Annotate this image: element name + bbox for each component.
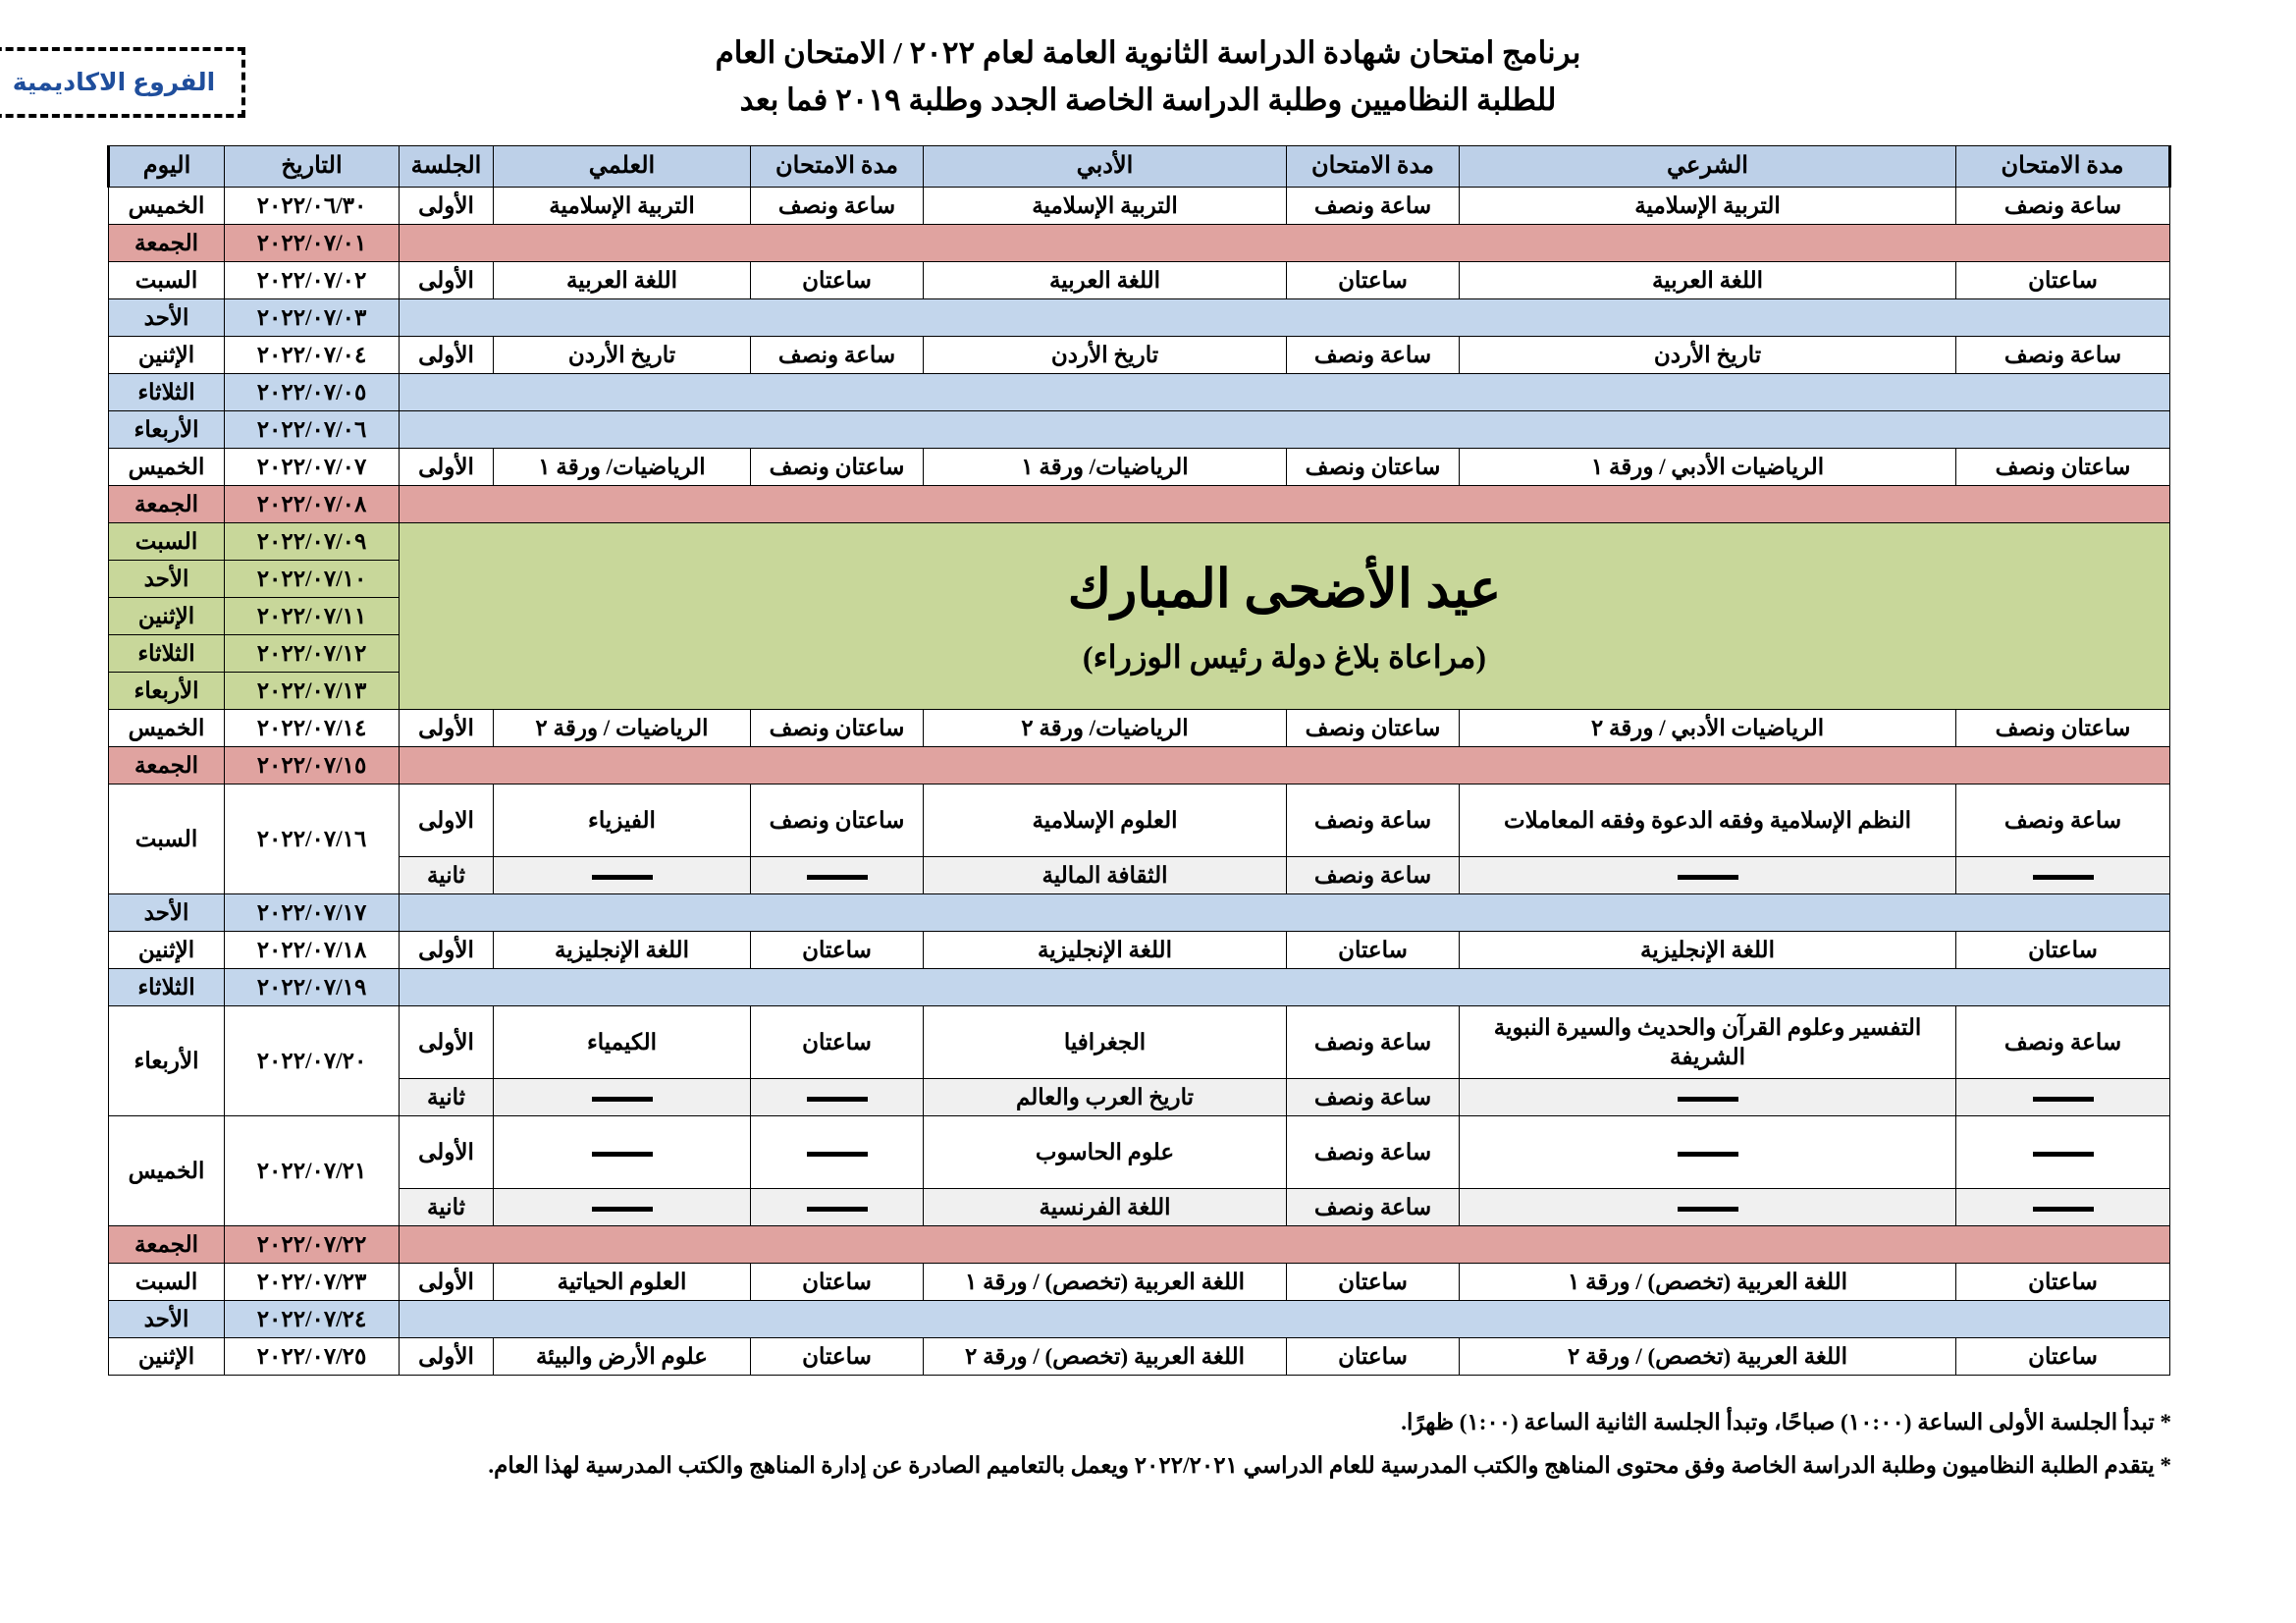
cell-duration-scientific: ساعة ونصف (751, 188, 924, 225)
cell-duration-sharia: ساعتان ونصف (1956, 449, 2170, 486)
cell-date: ٢٠٢٢/٠٧/٠٣ (225, 299, 400, 337)
cell-subject-literary: الرياضيات/ ورقة ١ (924, 449, 1287, 486)
no-exam-blank-cells (400, 894, 2170, 932)
empty-dash (1678, 1207, 1738, 1212)
cell-duration-scientific: ساعتان (751, 1264, 924, 1301)
empty-dash (592, 1152, 653, 1157)
cell-duration-sharia: ساعتان (1956, 262, 2170, 299)
cell-duration-scientific: ساعتان (751, 262, 924, 299)
cell-duration-literary: ساعتان (1287, 262, 1460, 299)
cell-day: الأربعاء (109, 1006, 225, 1116)
cell-subject-sharia: اللغة العربية (1460, 262, 1956, 299)
cell-session: الأولى (400, 449, 494, 486)
empty-dash (2033, 875, 2094, 880)
cell-subject-scientific: علوم الأرض والبيئة (494, 1338, 751, 1376)
cell-subject-literary: اللغة العربية (تخصص) / ورقة ١ (924, 1264, 1287, 1301)
cell-day: الثلاثاء (109, 374, 225, 411)
cell-duration-scientific: ساعتان ونصف (751, 710, 924, 747)
cell-session: الأولى (400, 262, 494, 299)
cell-duration-literary: ساعة ونصف (1287, 337, 1460, 374)
empty-dash (2033, 1152, 2094, 1157)
table-header-row (109, 146, 2170, 188)
table-row (109, 1116, 2170, 1189)
cell-day: الثلاثاء (109, 969, 225, 1006)
cell-date: ٢٠٢٢/٠٧/٢٢ (225, 1226, 400, 1264)
no-exam-blank-cells (400, 374, 2170, 411)
cell-duration-literary: ساعتان (1287, 1338, 1460, 1376)
cell-day: الأربعاء (109, 673, 225, 710)
table-row (109, 710, 2170, 747)
cell-subject-literary: التربية الإسلامية (924, 188, 1287, 225)
cell-session: الأولى (400, 932, 494, 969)
cell-subject-scientific (494, 857, 751, 894)
cell-date: ٢٠٢٢/٠٧/١٢ (225, 635, 400, 673)
no-exam-blank-cells (400, 411, 2170, 449)
cell-session: الأولى (400, 1116, 494, 1189)
table-row (109, 1226, 2170, 1264)
cell-subject-sharia: النظم الإسلامية وفقه الدعوة وفقه المعاملات (1460, 784, 1956, 857)
col-header-date: التاريخ (225, 146, 400, 188)
table-row (109, 784, 2170, 857)
cell-session: الأولى (400, 1264, 494, 1301)
cell-subject-scientific: اللغة الإنجليزية (494, 932, 751, 969)
col-header-duration-literary: مدة الامتحان (1287, 146, 1460, 188)
cell-day: الجمعة (109, 1226, 225, 1264)
cell-duration-sharia: ساعتان (1956, 1264, 2170, 1301)
cell-subject-sharia (1460, 857, 1956, 894)
cell-duration-scientific (751, 857, 924, 894)
empty-dash (592, 875, 653, 880)
cell-subject-literary: تاريخ العرب والعالم (924, 1079, 1287, 1116)
cell-day: الأحد (109, 561, 225, 598)
no-exam-blank-cells (400, 969, 2170, 1006)
academic-branches-badge-label: الفروع الاكاديمية (12, 69, 216, 96)
empty-dash (592, 1097, 653, 1102)
holiday-blank-cells (400, 486, 2170, 523)
cell-subject-scientific (494, 1116, 751, 1189)
cell-duration-sharia: ساعتان ونصف (1956, 710, 2170, 747)
cell-subject-literary: الجغرافيا (924, 1006, 1287, 1079)
cell-date: ٢٠٢٢/٠٧/٠٩ (225, 523, 400, 561)
holiday-blank-cells (400, 225, 2170, 262)
table-row (109, 969, 2170, 1006)
cell-duration-sharia: ساعة ونصف (1956, 337, 2170, 374)
cell-duration-literary: ساعة ونصف (1287, 1006, 1460, 1079)
table-row (109, 747, 2170, 784)
cell-day: الإثنين (109, 932, 225, 969)
cell-date: ٢٠٢٢/٠٧/٠٧ (225, 449, 400, 486)
cell-date: ٢٠٢٢/٠٧/٠٨ (225, 486, 400, 523)
footnote-curriculum: * يتقدم الطلبة النظاميون وطلبة الدراسة الخاصة وفق محتوى المناهج والكتب المدرسية للعام الدراسي ٢٠٢٢/٢٠٢١ ويعمل بالتعاميم الصادرة عن إدارة المناهج والكتب المدرسية لهذا العام. (488, 1452, 2171, 1478)
cell-duration-literary: ساعتان (1287, 1264, 1460, 1301)
col-header-day: اليوم (109, 146, 225, 188)
cell-date: ٢٠٢٢/٠٧/٢١ (225, 1116, 400, 1226)
cell-date: ٢٠٢٢/٠٧/١٤ (225, 710, 400, 747)
cell-subject-scientific: الرياضيات / ورقة ٢ (494, 710, 751, 747)
cell-date: ٢٠٢٢/٠٧/١٥ (225, 747, 400, 784)
cell-day: الجمعة (109, 486, 225, 523)
table-row (109, 1264, 2170, 1301)
footnotes (125, 1401, 2171, 1487)
table-row (109, 1079, 2170, 1116)
footnote-sessions-time: * تبدأ الجلسة الأولى الساعة (١٠:٠٠) صباحًا، وتبدأ الجلسة الثانية الساعة (١:٠٠) ظهرًا. (1401, 1410, 2171, 1434)
cell-day: الثلاثاء (109, 635, 225, 673)
cell-day: الأربعاء (109, 411, 225, 449)
table-row (109, 894, 2170, 932)
cell-subject-literary: اللغة الإنجليزية (924, 932, 1287, 969)
cell-day: الإثنين (109, 337, 225, 374)
table-body (109, 188, 2170, 1376)
cell-subject-scientific (494, 1079, 751, 1116)
cell-session: الأولى (400, 710, 494, 747)
cell-session: الأولى (400, 337, 494, 374)
cell-subject-literary: علوم الحاسوب (924, 1116, 1287, 1189)
holiday-blank-cells (400, 747, 2170, 784)
cell-day: الخميس (109, 1116, 225, 1226)
cell-day: الخميس (109, 449, 225, 486)
cell-subject-scientific: تاريخ الأردن (494, 337, 751, 374)
cell-subject-scientific: العلوم الحياتية (494, 1264, 751, 1301)
table-row (109, 523, 2170, 561)
cell-duration-sharia (1956, 857, 2170, 894)
cell-duration-scientific: ساعة ونصف (751, 337, 924, 374)
cell-duration-sharia (1956, 1079, 2170, 1116)
cell-date: ٢٠٢٢/٠٧/١٧ (225, 894, 400, 932)
cell-day: السبت (109, 262, 225, 299)
cell-date: ٢٠٢٢/٠٧/٠٤ (225, 337, 400, 374)
empty-dash (592, 1207, 653, 1212)
page-title-block (0, 33, 2296, 121)
table-row (109, 1301, 2170, 1338)
cell-day: الإثنين (109, 1338, 225, 1376)
col-header-literary: الأدبي (924, 146, 1287, 188)
cell-date: ٢٠٢٢/٠٧/١٩ (225, 969, 400, 1006)
cell-duration-literary: ساعة ونصف (1287, 1116, 1460, 1189)
table-row (109, 188, 2170, 225)
empty-dash (807, 1097, 868, 1102)
cell-day: السبت (109, 523, 225, 561)
cell-subject-literary: اللغة العربية (924, 262, 1287, 299)
cell-subject-scientific: اللغة العربية (494, 262, 751, 299)
no-exam-blank-cells (400, 1301, 2170, 1338)
col-header-duration-scientific: مدة الامتحان (751, 146, 924, 188)
table-row (109, 411, 2170, 449)
empty-dash (807, 1152, 868, 1157)
cell-day: الخميس (109, 710, 225, 747)
table-row (109, 225, 2170, 262)
cell-day: السبت (109, 784, 225, 894)
cell-duration-literary: ساعة ونصف (1287, 784, 1460, 857)
cell-duration-scientific: ساعتان (751, 932, 924, 969)
empty-dash (807, 875, 868, 880)
table-row (109, 299, 2170, 337)
cell-date: ٢٠٢٢/٠٧/١١ (225, 598, 400, 635)
table-row (109, 337, 2170, 374)
cell-session: ثانية (400, 1079, 494, 1116)
cell-day: الخميس (109, 188, 225, 225)
cell-subject-sharia: اللغة العربية (تخصص) / ورقة ٢ (1460, 1338, 1956, 1376)
cell-date: ٢٠٢٢/٠٧/١٦ (225, 784, 400, 894)
cell-duration-scientific: ساعتان (751, 1006, 924, 1079)
cell-date: ٢٠٢٢/٠٧/١٠ (225, 561, 400, 598)
exam-schedule-table (107, 145, 2171, 1376)
eid-title: عيد الأضحى المبارك (1067, 559, 1502, 619)
cell-session: الأولى (400, 1338, 494, 1376)
cell-session: ثانية (400, 1189, 494, 1226)
cell-duration-scientific (751, 1079, 924, 1116)
cell-subject-sharia (1460, 1116, 1956, 1189)
cell-duration-literary: ساعتان ونصف (1287, 449, 1460, 486)
cell-subject-literary: تاريخ الأردن (924, 337, 1287, 374)
empty-dash (1678, 1097, 1738, 1102)
cell-date: ٢٠٢٢/٠٧/٠٦ (225, 411, 400, 449)
cell-date: ٢٠٢٢/٠٧/٠٥ (225, 374, 400, 411)
cell-subject-scientific: الكيمياء (494, 1006, 751, 1079)
cell-duration-literary: ساعة ونصف (1287, 1189, 1460, 1226)
cell-day: الأحد (109, 1301, 225, 1338)
cell-duration-literary: ساعة ونصف (1287, 857, 1460, 894)
col-header-duration-sharia: مدة الامتحان (1956, 146, 2170, 188)
cell-duration-scientific: ساعتان ونصف (751, 449, 924, 486)
cell-subject-sharia: اللغة الإنجليزية (1460, 932, 1956, 969)
page-header (0, 0, 2296, 145)
holiday-blank-cells (400, 1226, 2170, 1264)
cell-subject-scientific: الرياضيات/ ورقة ١ (494, 449, 751, 486)
cell-date: ٢٠٢٢/٠٧/٠١ (225, 225, 400, 262)
cell-duration-literary: ساعتان ونصف (1287, 710, 1460, 747)
cell-session: الأولى (400, 188, 494, 225)
cell-subject-sharia (1460, 1079, 1956, 1116)
table-row (109, 857, 2170, 894)
page-title: برنامج امتحان شهادة الدراسة الثانوية العامة لعام ٢٠٢٢ / الامتحان العام (715, 35, 1581, 70)
empty-dash (2033, 1207, 2094, 1212)
table-row (109, 262, 2170, 299)
cell-day: الجمعة (109, 747, 225, 784)
cell-subject-sharia: الرياضيات الأدبي / ورقة ١ (1460, 449, 1956, 486)
table-row (109, 1006, 2170, 1079)
cell-subject-sharia: تاريخ الأردن (1460, 337, 1956, 374)
cell-date: ٢٠٢٢/٠٧/٠٢ (225, 262, 400, 299)
table-row (109, 1338, 2170, 1376)
cell-date: ٢٠٢٢/٠٧/٢٠ (225, 1006, 400, 1116)
cell-duration-scientific (751, 1116, 924, 1189)
cell-duration-scientific: ساعتان ونصف (751, 784, 924, 857)
cell-subject-scientific (494, 1189, 751, 1226)
empty-dash (807, 1207, 868, 1212)
empty-dash (1678, 1152, 1738, 1157)
cell-duration-sharia (1956, 1189, 2170, 1226)
cell-duration-sharia: ساعتان (1956, 1338, 2170, 1376)
page-subtitle: للطلبة النظاميين وطلبة الدراسة الخاصة الجدد وطلبة ٢٠١٩ فما بعد (739, 82, 1557, 118)
cell-duration-sharia: ساعتان (1956, 932, 2170, 969)
cell-subject-literary: اللغة الفرنسية (924, 1189, 1287, 1226)
cell-duration-sharia (1956, 1116, 2170, 1189)
col-header-session: الجلسة (400, 146, 494, 188)
eid-note: (مراعاة بلاغ دولة رئيس الوزراء) (1082, 638, 1487, 675)
cell-duration-scientific: ساعتان (751, 1338, 924, 1376)
cell-subject-sharia (1460, 1189, 1956, 1226)
table-row (109, 1189, 2170, 1226)
col-header-scientific: العلمي (494, 146, 751, 188)
cell-date: ٢٠٢٢/٠٧/١٣ (225, 673, 400, 710)
cell-day: السبت (109, 1264, 225, 1301)
col-header-sharia: الشرعي (1460, 146, 1956, 188)
cell-session: الاولى (400, 784, 494, 857)
table-row (109, 374, 2170, 411)
cell-duration-scientific (751, 1189, 924, 1226)
cell-subject-sharia: التفسير وعلوم القرآن والحديث والسيرة النبوية الشريفة (1460, 1006, 1956, 1079)
table-row (109, 449, 2170, 486)
cell-date: ٢٠٢٢/٠٦/٣٠ (225, 188, 400, 225)
cell-day: الأحد (109, 299, 225, 337)
cell-date: ٢٠٢٢/٠٧/٢٤ (225, 1301, 400, 1338)
table-row (109, 486, 2170, 523)
cell-subject-sharia: التربية الإسلامية (1460, 188, 1956, 225)
cell-duration-sharia: ساعة ونصف (1956, 784, 2170, 857)
cell-subject-scientific: الفيزياء (494, 784, 751, 857)
cell-duration-literary: ساعتان (1287, 932, 1460, 969)
cell-subject-literary: الرياضيات/ ورقة ٢ (924, 710, 1287, 747)
cell-day: الإثنين (109, 598, 225, 635)
cell-date: ٢٠٢٢/٠٧/٢٥ (225, 1338, 400, 1376)
eid-holiday-block (400, 523, 2170, 710)
cell-duration-literary: ساعة ونصف (1287, 188, 1460, 225)
cell-subject-literary: اللغة العربية (تخصص) / ورقة ٢ (924, 1338, 1287, 1376)
cell-session: ثانية (400, 857, 494, 894)
cell-duration-sharia: ساعة ونصف (1956, 188, 2170, 225)
table-row (109, 932, 2170, 969)
cell-subject-sharia: اللغة العربية (تخصص) / ورقة ١ (1460, 1264, 1956, 1301)
cell-day: الأحد (109, 894, 225, 932)
cell-subject-literary: الثقافة المالية (924, 857, 1287, 894)
cell-duration-sharia: ساعة ونصف (1956, 1006, 2170, 1079)
cell-date: ٢٠٢٢/٠٧/١٨ (225, 932, 400, 969)
cell-session: الأولى (400, 1006, 494, 1079)
cell-subject-literary: العلوم الإسلامية (924, 784, 1287, 857)
cell-subject-scientific: التربية الإسلامية (494, 188, 751, 225)
cell-duration-literary: ساعة ونصف (1287, 1079, 1460, 1116)
no-exam-blank-cells (400, 299, 2170, 337)
empty-dash (1678, 875, 1738, 880)
empty-dash (2033, 1097, 2094, 1102)
cell-subject-sharia: الرياضيات الأدبي / ورقة ٢ (1460, 710, 1956, 747)
cell-day: الجمعة (109, 225, 225, 262)
cell-date: ٢٠٢٢/٠٧/٢٣ (225, 1264, 400, 1301)
